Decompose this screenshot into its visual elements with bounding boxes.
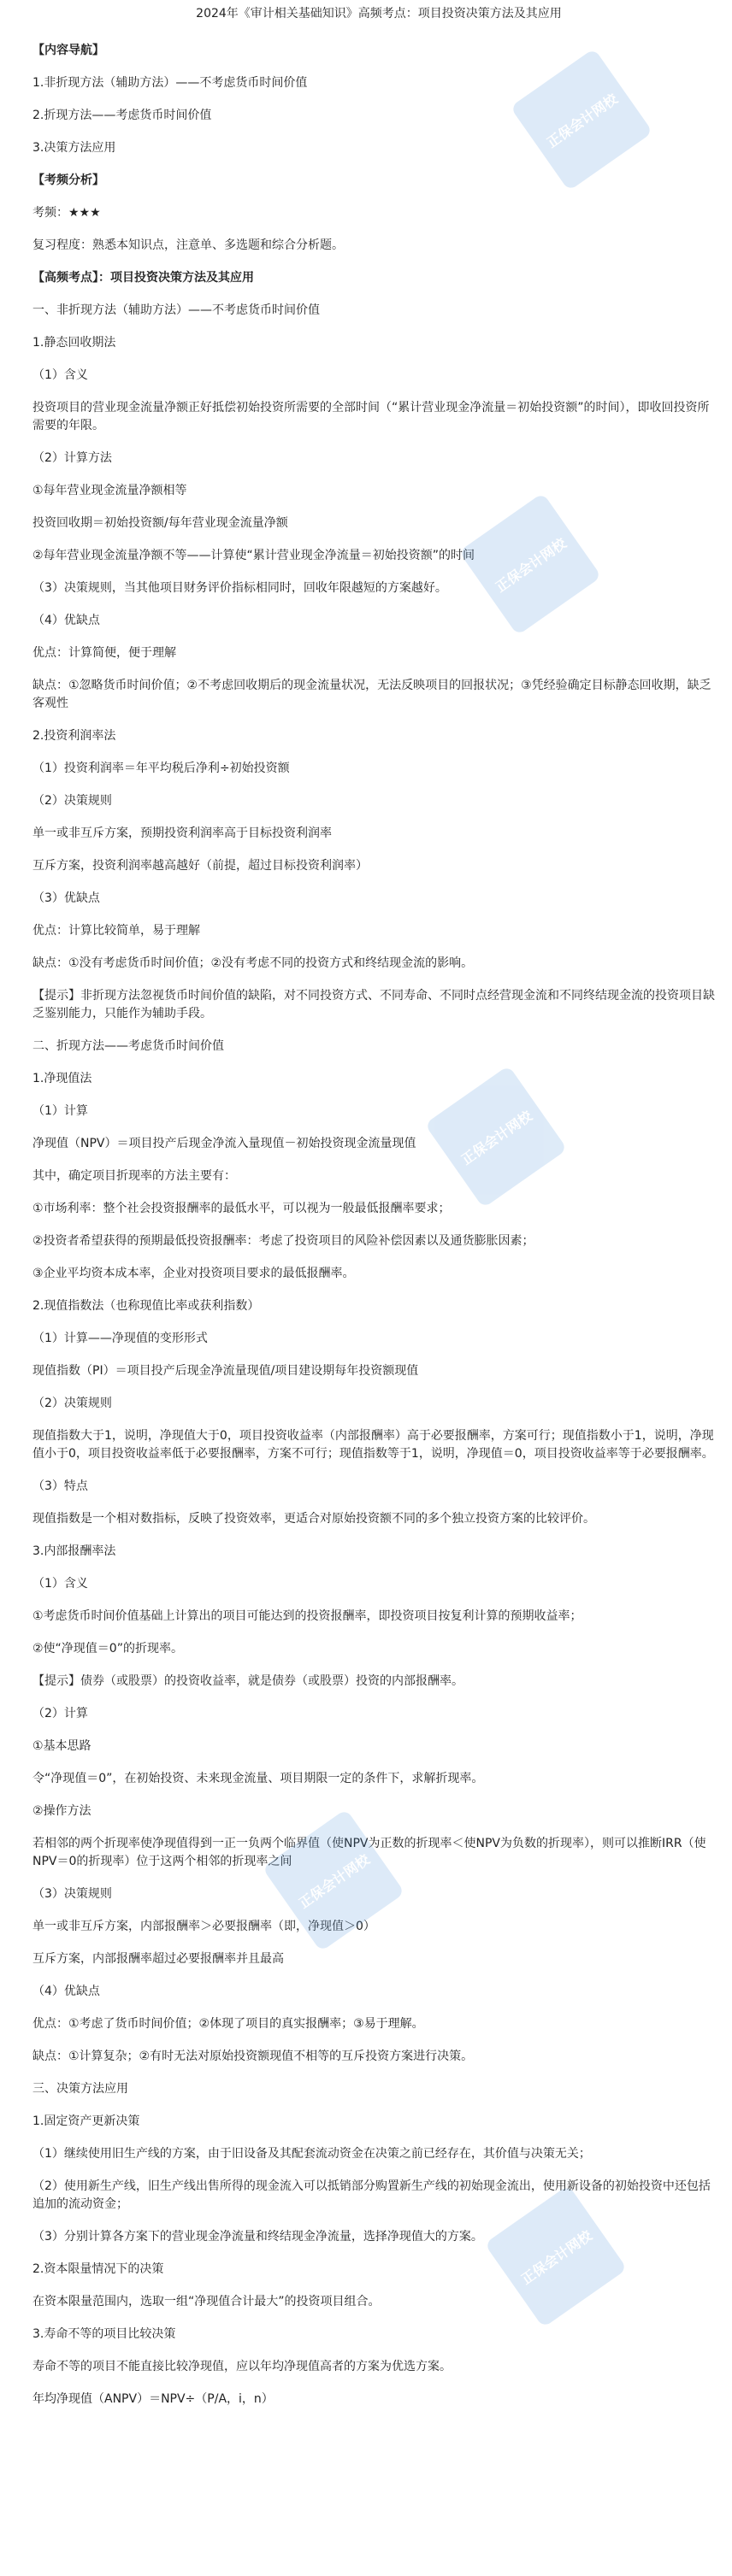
paragraph: ③企业平均资本成本率，企业对投资项目要求的最低报酬率。 [32, 1267, 355, 1280]
paragraph: 复习程度：熟悉本知识点，注意单、多选题和综合分析题。 [32, 238, 344, 252]
paragraph: （1）计算——净现值的变形形式 [32, 1332, 208, 1345]
paragraph: 3.内部报酬率法 [32, 1544, 116, 1558]
paragraph: 年均净现值（ANPV）＝NPV÷（P/A，i，n） [32, 2392, 274, 2406]
paragraph: 一、非折现方法（辅助方法）——不考虑货币时间价值 [32, 303, 320, 317]
paragraph: 2.投资利润率法 [32, 729, 116, 743]
paragraph: ①基本思路 [32, 1739, 92, 1753]
paragraph: 2.资本限量情况下的决策 [32, 2262, 164, 2276]
paragraph: 1.净现值法 [32, 1072, 92, 1085]
paragraph: 互斥方案，投资利润率越高越好（前提，超过目标投资利润率） [32, 859, 368, 873]
paragraph: 考频：★★★ [32, 206, 101, 220]
paragraph: 1.固定资产更新决策 [32, 2114, 140, 2128]
paragraph: 缺点：①计算复杂；②有时无法对原始投资额现值不相等的互斥投资方案进行决策。 [32, 2050, 474, 2063]
paragraph: 优点：计算比较简单，易于理解 [32, 924, 200, 938]
article-title: 2024年《审计相关基础知识》高频考点：项目投资决策方法及其应用 [196, 7, 562, 21]
paragraph: 单一或非互斥方案，预期投资利润率高于目标投资利润率 [32, 826, 332, 840]
paragraph: 三、决策方法应用 [32, 2082, 128, 2096]
paragraph: ②使“净现值＝0”的折现率。 [32, 1642, 183, 1656]
watermark-logo-1: 正保会计网校 [510, 48, 652, 191]
paragraph: 优点：计算简便，便于理解 [32, 646, 176, 660]
paragraph: （2）使用新生产线，旧生产线出售所得的现金流入可以抵销部分购置新生产线的初始现金流出，使用新设备的初始投资中还包括追加的流动资金； [32, 2179, 711, 2211]
paragraph: 【考频分析】 [32, 173, 104, 187]
paragraph: 现值指数（PI）＝项目投产后现金净流量现值/项目建设期每年投资额现值 [32, 1364, 419, 1378]
paragraph: 单一或非互斥方案，内部报酬率＞必要报酬率（即，净现值＞0） [32, 1920, 375, 1933]
paragraph: 其中，确定项目折现率的方法主要有： [32, 1169, 236, 1183]
paragraph: （2）计算 [32, 1707, 88, 1720]
paragraph: （1）计算 [32, 1104, 88, 1118]
paragraph: ②操作方法 [32, 1804, 92, 1818]
watermark-logo-4: 正保会计网校 [262, 1808, 404, 1951]
paragraph: 在资本限量范围内，选取一组“净现值合计最大”的投资项目组合。 [32, 2295, 381, 2308]
paragraph: 【高频考点】：项目投资决策方法及其应用 [32, 271, 254, 285]
paragraph: （3）优缺点 [32, 891, 100, 905]
paragraph: 令“净现值＝0”，在初始投资、未来现金流量、项目期限一定的条件下，求解折现率。 [32, 1772, 484, 1785]
paragraph: （3）决策规则，当其他项目财务评价指标相同时，回收年限越短的方案越好。 [32, 581, 447, 595]
paragraph: 2.现值指数法（也称现值比率或获利指数） [32, 1299, 260, 1313]
paragraph: ①每年营业现金流量净额相等 [32, 484, 187, 497]
paragraph: 优点：①考虑了货币时间价值；②体现了项目的真实报酬率；③易于理解。 [32, 2017, 424, 2031]
paragraph: 投资回收期＝初始投资额/每年营业现金流量净额 [32, 516, 288, 530]
paragraph: （3）分别计算各方案下的营业现金净流量和终结现金净流量，选择净现值大的方案。 [32, 2230, 483, 2244]
paragraph: （1）含义 [32, 1577, 88, 1591]
paragraph: 【提示】债券（或股票）的投资收益率，就是债券（或股票）投资的内部报酬率。 [32, 1674, 463, 1688]
paragraph: 3.决策方法应用 [32, 141, 116, 155]
paragraph: （1）含义 [32, 368, 88, 382]
paragraph: ②投资者希望获得的预期最低投资报酬率：考虑了投资项目的风险补偿因素以及通货膨胀因素； [32, 1234, 534, 1248]
paragraph: 现值指数是一个相对数指标，反映了投资效率，更适合对原始投资额不同的多个独立投资方案的比较评价。 [32, 1512, 595, 1526]
paragraph: 缺点：①没有考虑货币时间价值；②没有考虑不同的投资方式和终结现金流的影响。 [32, 956, 474, 970]
paragraph: 【内容导航】 [32, 44, 104, 57]
paragraph: 若相邻的两个折现率使净现值得到一正一负两个临界值（使NPV为正数的折现率＜使NPV为负数的折现率），则可以推断IRR（使NPV＝0的折现率）位于这两个相邻的折现率之间 [32, 1837, 706, 1868]
paragraph: （1）投资利润率＝年平均税后净利÷初始投资额 [32, 762, 290, 775]
paragraph: 寿命不等的项目不能直接比较净现值，应以年均净现值高者的方案为优选方案。 [32, 2360, 452, 2373]
article-body [32, 42, 715, 2408]
paragraph: 净现值（NPV）＝项目投产后现金净流入量现值－初始投资现金流量现值 [32, 1137, 416, 1150]
paragraph: ②每年营业现金流量净额不等——计算使“累计营业现金净流量＝初始投资额”的时间 [32, 549, 475, 562]
paragraph: 投资项目的营业现金流量净额正好抵偿初始投资所需要的全部时间（“累计营业现金净流量＝初始投资额”的时间），即收回投资所需要的年限。 [32, 401, 710, 432]
watermark-logo-2: 正保会计网校 [458, 492, 601, 635]
paragraph: （2）计算方法 [32, 451, 112, 465]
paragraph: （3）决策规则 [32, 1887, 112, 1901]
paragraph: 二、折现方法——考虑货币时间价值 [32, 1039, 224, 1053]
paragraph: （2）决策规则 [32, 794, 112, 808]
paragraph: （1）继续使用旧生产线的方案，由于旧设备及其配套流动资金在决策之前已经存在，其价值与决策无关； [32, 2147, 591, 2161]
paragraph: 1.非折现方法（辅助方法）——不考虑货币时间价值 [32, 76, 308, 90]
paragraph: 互斥方案，内部报酬率超过必要报酬率并且最高 [32, 1952, 284, 1966]
paragraph: （3）特点 [32, 1479, 88, 1493]
paragraph: 缺点：①忽略货币时间价值；②不考虑回收期后的现金流量状况，无法反映项目的回报状况；③凭经验确定目标静态回收期，缺乏客观性 [32, 679, 711, 710]
paragraph: 【提示】非折现方法忽视货币时间价值的缺陷，对不同投资方式、不同寿命、不同时点经营现金流和不同终结现金流的投资项目缺乏鉴别能力，只能作为辅助手段。 [32, 989, 715, 1020]
paragraph: （4）优缺点 [32, 1985, 100, 1998]
paragraph: 1.静态回收期法 [32, 336, 116, 350]
paragraph: ①考虑货币时间价值基础上计算出的项目可能达到的投资报酬率，即投资项目按复利计算的预期收益率； [32, 1609, 582, 1623]
paragraph: 现值指数大于1，说明，净现值大于0，项目投资收益率（内部报酬率）高于必要报酬率，方案可行；现值指数小于1，说明，净现值小于0，项目投资收益率低于必要报酬率，方案不可行；现值指数等于1，说明，净现值＝0，项目投资收益率等于必要报酬率。 [32, 1429, 714, 1461]
watermark-logo-5: 正保会计网校 [484, 2185, 627, 2327]
paragraph: ①市场利率：整个社会投资报酬率的最低水平，可以视为一般最低报酬率要求； [32, 1202, 451, 1215]
paragraph: （2）决策规则 [32, 1397, 112, 1410]
paragraph: 2.折现方法——考虑货币时间价值 [32, 109, 212, 122]
watermark-logo-3: 正保会计网校 [424, 1065, 567, 1208]
paragraph: （4）优缺点 [32, 614, 100, 627]
paragraph: 3.寿命不等的项目比较决策 [32, 2327, 176, 2341]
